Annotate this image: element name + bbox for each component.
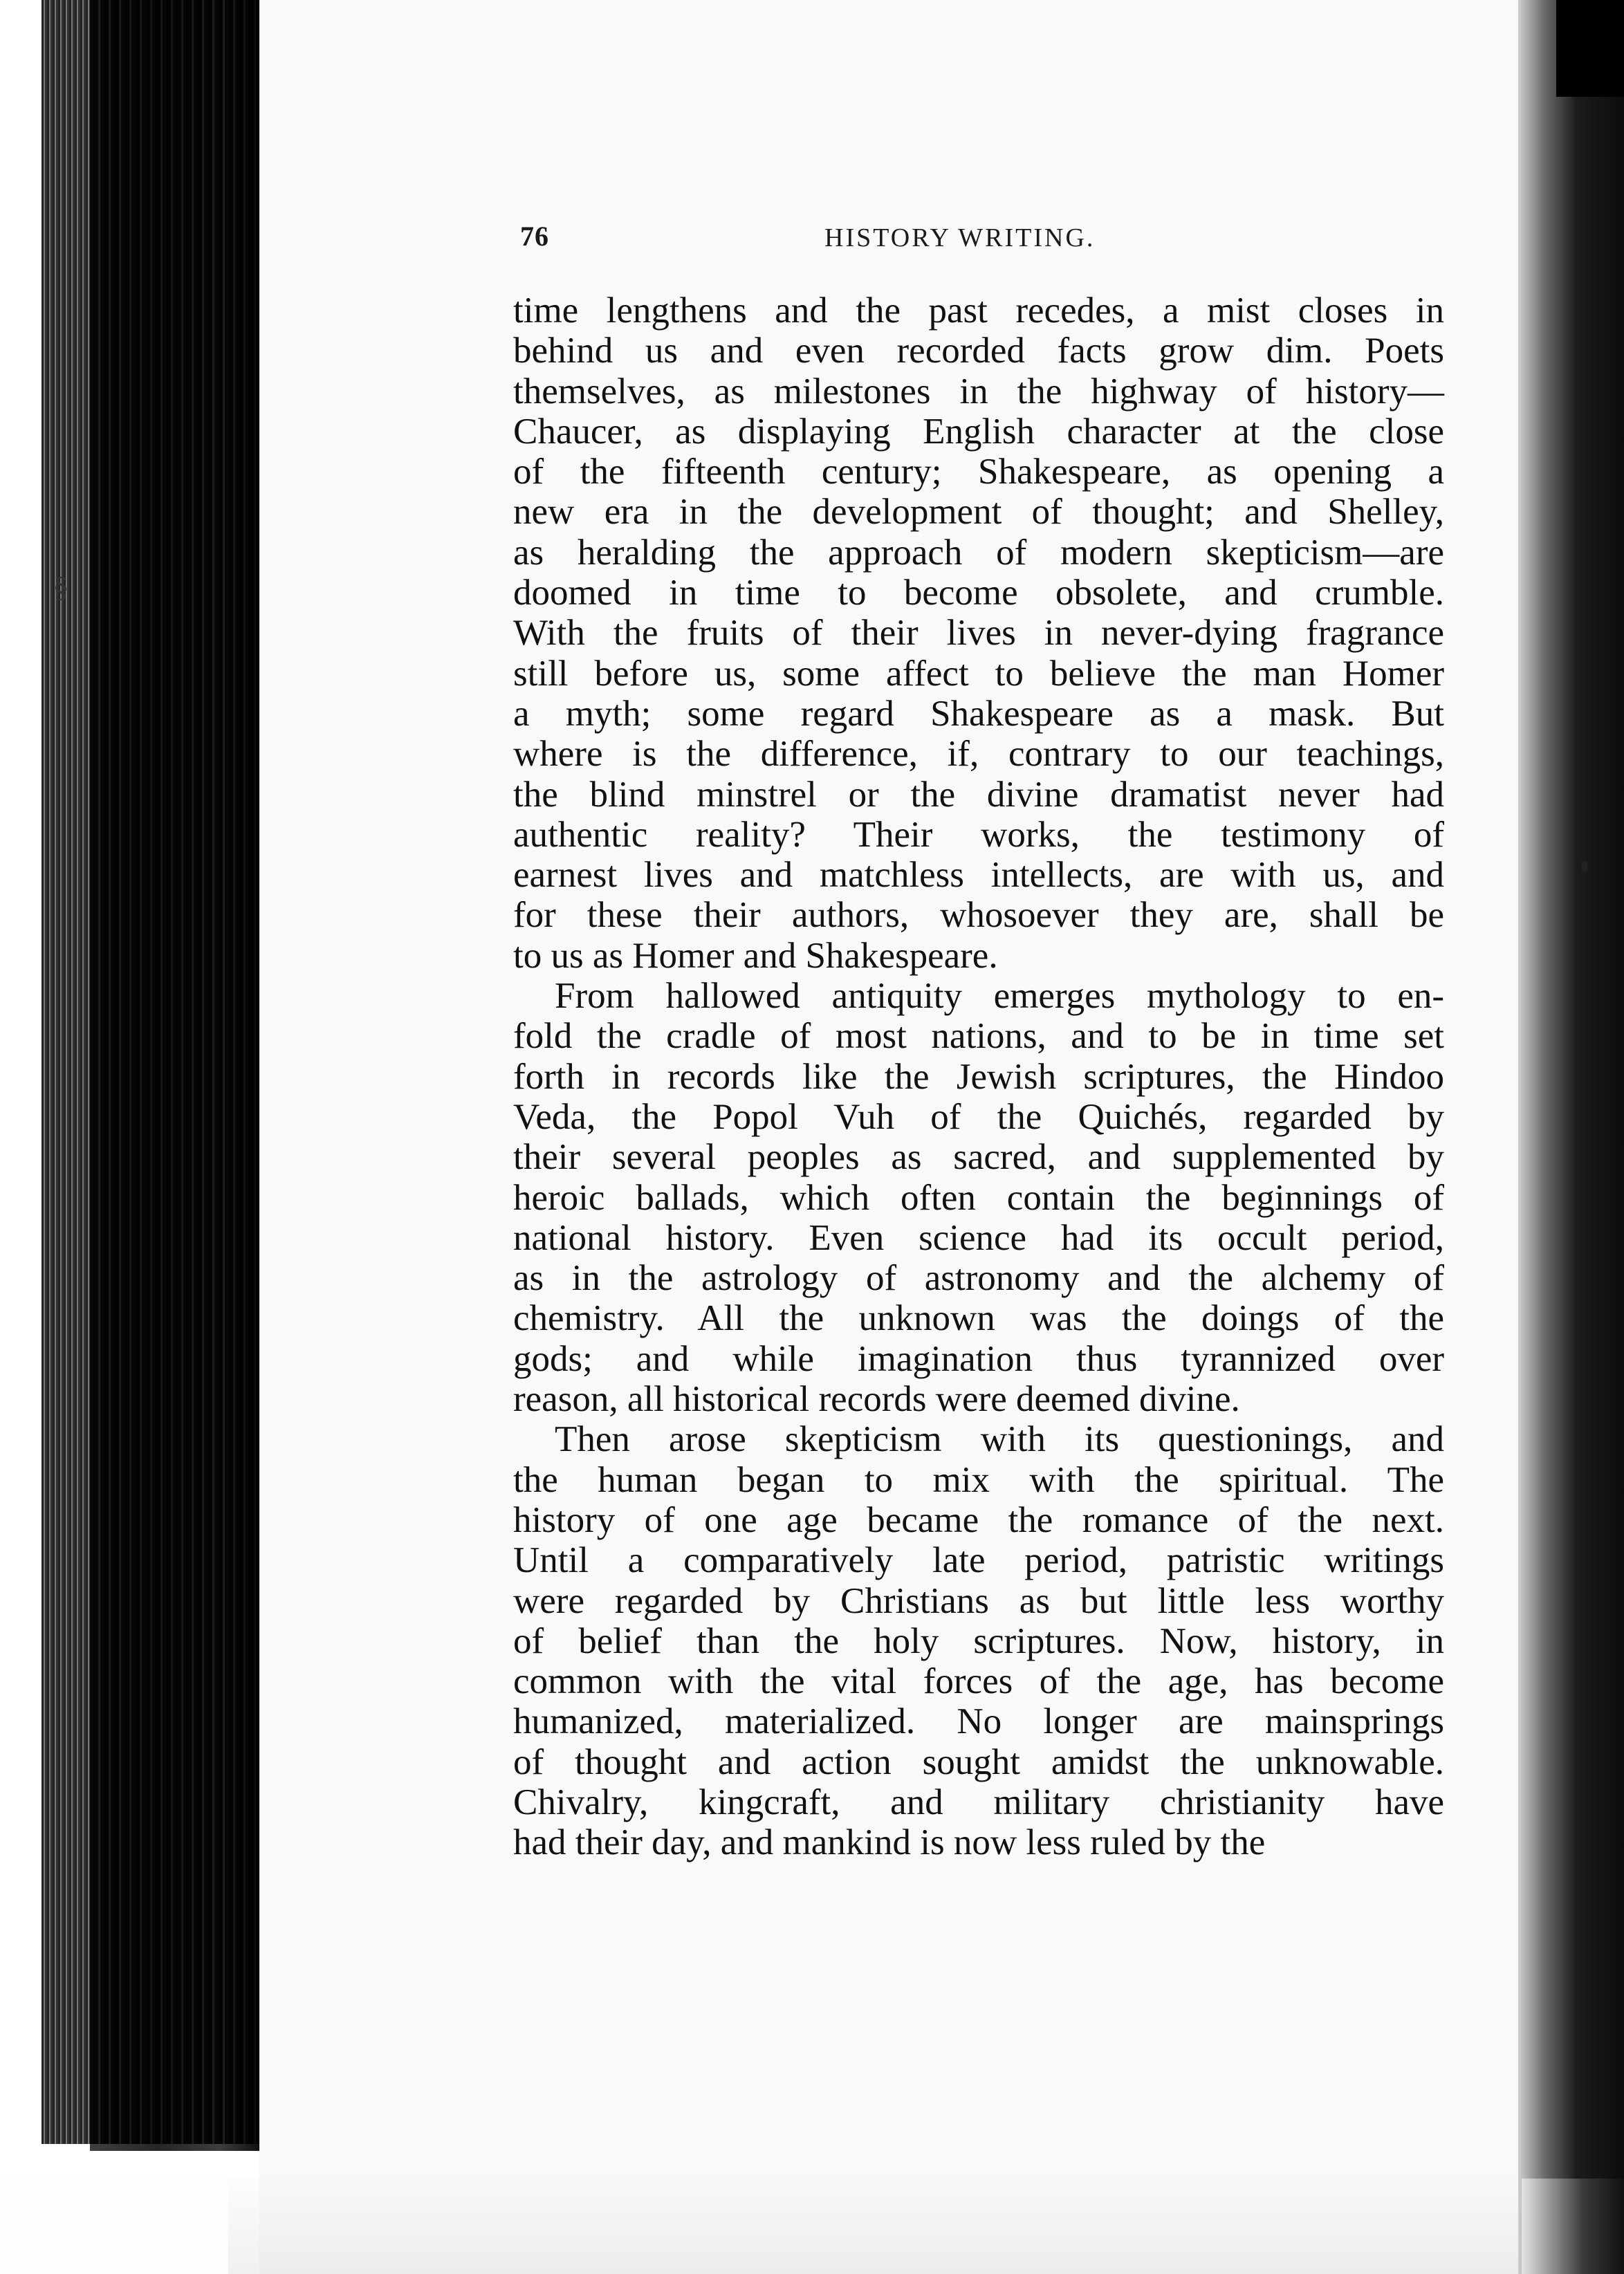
paragraph — [513, 290, 1444, 976]
text-line: common with the vital forces of the age, has become — [513, 1661, 1444, 1702]
text-line: Chivalry, kingcraft, and military christianity have — [513, 1782, 1444, 1822]
text-line: of the fifteenth century; Shakespeare, as opening a — [513, 452, 1444, 492]
text-line: behind us and even recorded facts grow dim. Poets — [513, 331, 1444, 371]
text-line: With the fruits of their lives in never-dying fragrance — [513, 613, 1444, 654]
scan-speck — [1582, 861, 1587, 872]
text-line: Until a comparatively late period, patristic writings — [513, 1540, 1444, 1581]
text-line: Chaucer, as displaying English character at the close — [513, 411, 1444, 452]
body-text — [513, 290, 1444, 1863]
gutter-bottom-shadow — [1522, 2179, 1624, 2274]
text-line: the blind minstrel or the divine dramatist never had — [513, 774, 1444, 815]
scan-bottom-margin — [0, 2179, 263, 2274]
text-line: doomed in time to become obsolete, and crumble. — [513, 573, 1444, 613]
text-line: of thought and action sought amidst the unknowable. — [513, 1741, 1444, 1782]
text-line: a myth; some regard Shakespeare as a mask. But — [513, 693, 1444, 734]
book-outer-edge — [41, 0, 90, 2144]
text-line: themselves, as milestones in the highway of history— — [513, 371, 1444, 412]
text-line: Then arose skepticism with its questionings, and — [555, 1419, 1444, 1460]
text-line: fold the cradle of most nations, and to be in time set — [513, 1016, 1444, 1057]
text-line: reason, all historical records were deemed divine. — [513, 1379, 1240, 1420]
text-line: as heralding the approach of modern skepticism—are — [513, 532, 1444, 573]
text-line: new era in the development of thought; and Shelley, — [513, 492, 1444, 533]
text-line: were regarded by Christians as but little less worthy — [513, 1580, 1444, 1621]
text-line: had their day, and mankind is now less ruled by the — [513, 1822, 1266, 1863]
text-line: of belief than the holy scriptures. Now, history, in — [513, 1620, 1444, 1661]
text-line: chemistry. All the unknown was the doings of the — [513, 1298, 1444, 1339]
text-line: their several peoples as sacred, and supplemented by — [513, 1137, 1444, 1178]
page-number: 76 — [520, 221, 549, 252]
running-head — [520, 220, 1412, 255]
text-line: gods; and while imagination thus tyrannized over — [513, 1338, 1444, 1379]
text-line: time lengthens and the past recedes, a mist closes in — [513, 290, 1444, 331]
text-line: for these their authors, whosoever they are, shall be — [513, 895, 1444, 936]
text-line: where is the difference, if, contrary to our teachings, — [513, 734, 1444, 775]
paragraph — [513, 976, 1444, 1419]
text-line: Veda, the Popol Vuh of the Quichés, regarded by — [513, 1096, 1444, 1137]
running-title: HISTORY WRITING. — [824, 223, 1096, 252]
text-line: authentic reality? Their works, the testimony of — [513, 814, 1444, 855]
gutter-dark-corner — [1556, 0, 1624, 97]
text-line: history of one age became the romance of the next. — [513, 1499, 1444, 1540]
text-line: earnest lives and matchless intellects, are with us, and — [513, 855, 1444, 896]
text-line: the human began to mix with the spiritual. The — [513, 1459, 1444, 1500]
text-line: still before us, some affect to believe the man Homer — [513, 653, 1444, 694]
text-line: as in the astrology of astronomy and the alchemy of — [513, 1258, 1444, 1299]
book-edge-shadow — [90, 0, 263, 2151]
text-line: humanized, materialized. No longer are mainsprings — [513, 1701, 1444, 1742]
page-bottom-shadow — [228, 2172, 1542, 2274]
paragraph — [513, 1419, 1444, 1862]
text-line: forth in records like the Jewish scriptures, the Hindoo — [513, 1056, 1444, 1097]
text-line: national history. Even science had its occult period, — [513, 1217, 1444, 1258]
binding-gutter-shadow — [1518, 0, 1624, 2274]
text-line: From hallowed antiquity emerges mythology to en- — [555, 976, 1444, 1017]
text-line: to us as Homer and Shakespeare. — [513, 935, 998, 976]
scan-artifact-mark: § — [54, 573, 68, 604]
text-line: heroic ballads, which often contain the beginnings of — [513, 1177, 1444, 1218]
